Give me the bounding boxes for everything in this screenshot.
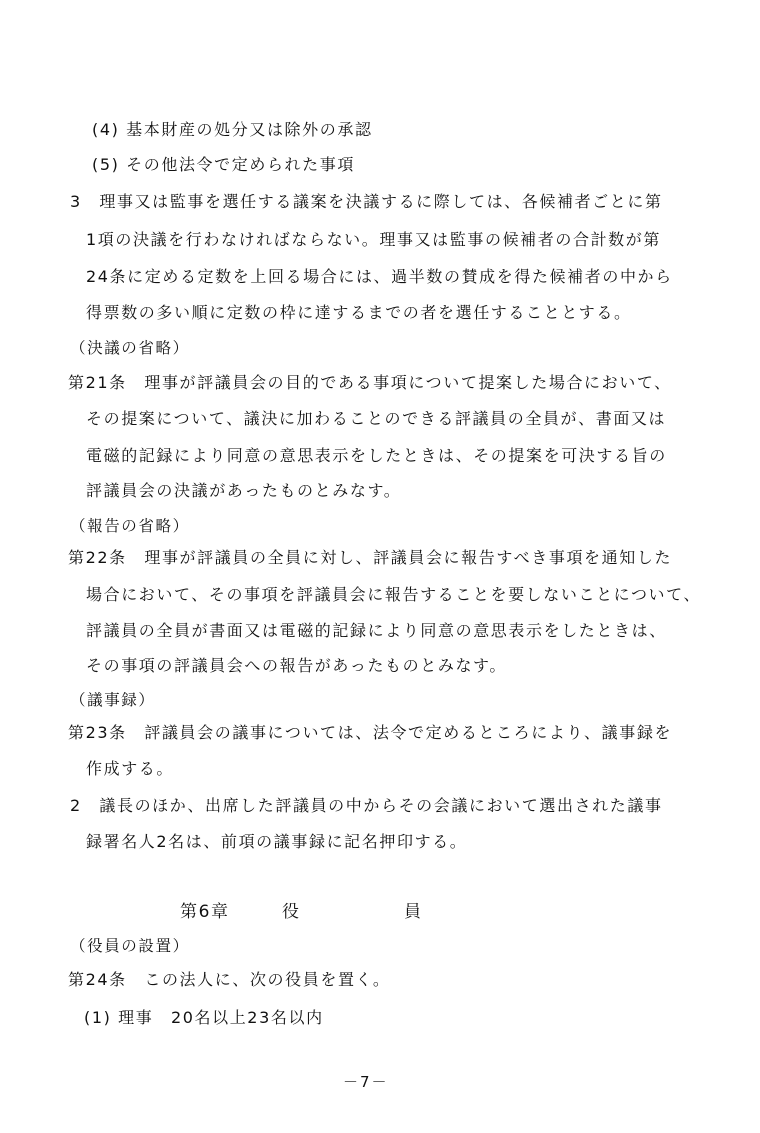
section-heading-report-omission: （報告の省略）: [70, 517, 190, 535]
chapter-number: 第6章: [180, 902, 230, 922]
article-22-line-1: 第22条 理事が評議員の全員に対し、評議員会に報告すべき事項を通知した: [68, 548, 673, 567]
article-22-line-3: 評議員の全員が書面又は電磁的記録により同意の意思表示をしたときは、: [86, 621, 667, 640]
article-22-line-2: 場合において、その事項を評議員会に報告することを要しないことについて、: [86, 585, 702, 604]
chapter-title-char-1: 役: [282, 902, 301, 922]
section-heading-resolution-omission: （決議の省略）: [70, 339, 190, 357]
article-20-paragraph-3-line-3: 24条に定める定数を上回る場合には、過半数の賛成を得た候補者の中から: [86, 267, 673, 286]
article-23-paragraph-2-line-2: 録署名人2名は、前項の議事録に記名押印する。: [86, 832, 468, 851]
section-heading-minutes: （議事録）: [70, 691, 156, 709]
chapter-title-char-2: 員: [404, 902, 423, 922]
article-21-line-3: 電磁的記録により同意の意思表示をしたときは、その提案を可決する旨の: [86, 446, 667, 465]
item-5: (5) その他法令で定められた事項: [92, 155, 355, 174]
article-22-line-4: その事項の評議員会への報告があったものとみなす。: [86, 656, 507, 675]
page-number: －7－: [343, 1073, 389, 1091]
article-23-paragraph-2-line-1: 2 議長のほか、出席した評議員の中からその会議において選出された議事: [70, 796, 663, 815]
article-20-paragraph-3-line-1: 3 理事又は監事を選任する議案を決議するに際しては、各候補者ごとに第: [70, 192, 663, 211]
article-23-line-2: 作成する。: [86, 759, 175, 778]
article-21-line-2: その提案について、議決に加わることのできる評議員の全員が、書面又は: [86, 409, 667, 428]
article-23-line-1: 第23条 評議員会の議事については、法令で定めるところにより、議事録を: [68, 723, 673, 742]
article-24-line-1: 第24条 この法人に、次の役員を置く。: [68, 970, 391, 989]
article-20-paragraph-3-line-2: 1項の決議を行わなければならない。理事又は監事の候補者の合計数が第: [86, 230, 661, 249]
article-21-line-1: 第21条 理事が評議員会の目的である事項について提案した場合において、: [68, 373, 672, 392]
section-heading-officers: （役員の設置）: [70, 937, 190, 955]
item-4: (4) 基本財産の処分又は除外の承認: [92, 120, 373, 139]
article-24-item-1: (1) 理事 20名以上23名以内: [84, 1008, 324, 1027]
article-20-paragraph-3-line-4: 得票数の多い順に定数の枠に達するまでの者を選任することとする。: [86, 303, 632, 322]
article-21-line-4: 評議員会の決議があったものとみなす。: [86, 481, 402, 500]
